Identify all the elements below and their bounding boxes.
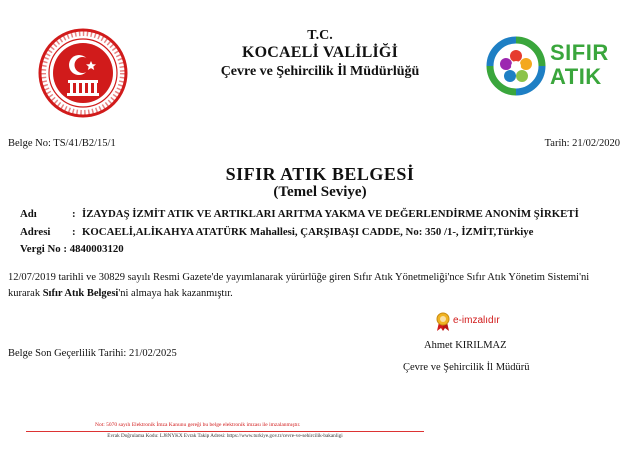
info-row-tax: [20, 243, 124, 255]
signer-name: Ahmet KIRILMAZ: [424, 340, 507, 351]
document-number: Belge No: TS/41/B2/15/1: [8, 138, 116, 149]
info-row-address: [20, 226, 533, 238]
medal-icon: [436, 312, 450, 332]
tax-value: 4840003120: [69, 243, 124, 255]
address-label: Adresi: [20, 226, 51, 238]
body-bold: Sıfır Atık Belgesi: [42, 288, 119, 299]
signer-title: Çevre ve Şehircilik İl Müdürü: [403, 362, 530, 373]
tax-separator: :: [60, 243, 70, 255]
footer-verification: Evrak Doğrulama Kodu: LJ8NYKX Evrak Takip Adresi: https://www.turkiye.gov.tr/cevre-ve-sehircilik-bakanligi: [107, 433, 343, 439]
sifir-atik-logo: [486, 34, 616, 100]
document-date: Tarih: 21/02/2020: [544, 138, 620, 149]
name-value: İZAYDAŞ İZMİT ATIK VE ARTIKLARI ARITMA YAKMA VE DEĞERLENDİRME ANONİM ŞİRKETİ: [82, 208, 579, 220]
address-value: KOCAELİ,ALİKAHYA ATATÜRK Mahallesi, ÇARŞIBAŞI CADDE, No: 350 /1-, İZMİT,Türkiye: [82, 226, 534, 238]
body-text-after: 'ni almaya hak kazanmıştır.: [118, 288, 233, 299]
recycle-flower-icon: [486, 36, 546, 96]
info-row-name: [20, 208, 579, 220]
certificate-body: [8, 270, 620, 302]
header-governorate: KOCAELİ VALİLİĞİ: [242, 44, 398, 61]
header-tc: T.C.: [307, 28, 333, 43]
address-separator: :: [72, 226, 76, 238]
name-separator: :: [72, 208, 76, 220]
esign-label: e-imzalıdır: [453, 315, 500, 326]
certificate-title: SIFIR ATIK BELGESİ: [225, 164, 415, 184]
header-directorate: Çevre ve Şehircilik İl Müdürlüğü: [220, 64, 420, 79]
validity-date: Belge Son Geçerlilik Tarihi: 21/02/2025: [8, 348, 177, 359]
footer-divider: [26, 431, 424, 432]
footer-legal-note: Not: 5070 sayılı Elektronik İmza Kanunu gereği bu belge elektronik imzası ile imzalanmıştır.: [95, 422, 301, 428]
name-label: Adı: [20, 208, 37, 220]
tax-label: Vergi No: [20, 243, 61, 255]
certificate-subtitle: (Temel Seviye): [273, 184, 367, 200]
logo-text-line2: ATIK: [550, 64, 602, 89]
body-text-before: 12/07/2019 tarihli ve 30829 sayılı Resmi Gazete'de yayımlanarak yürürlüğe giren Sıfır Atık Yönetmeliği'nce Sıfır Atık Yönetim Sistemi'ni kurarak: [8, 272, 590, 299]
logo-text-line1: SIFIR: [550, 40, 609, 65]
